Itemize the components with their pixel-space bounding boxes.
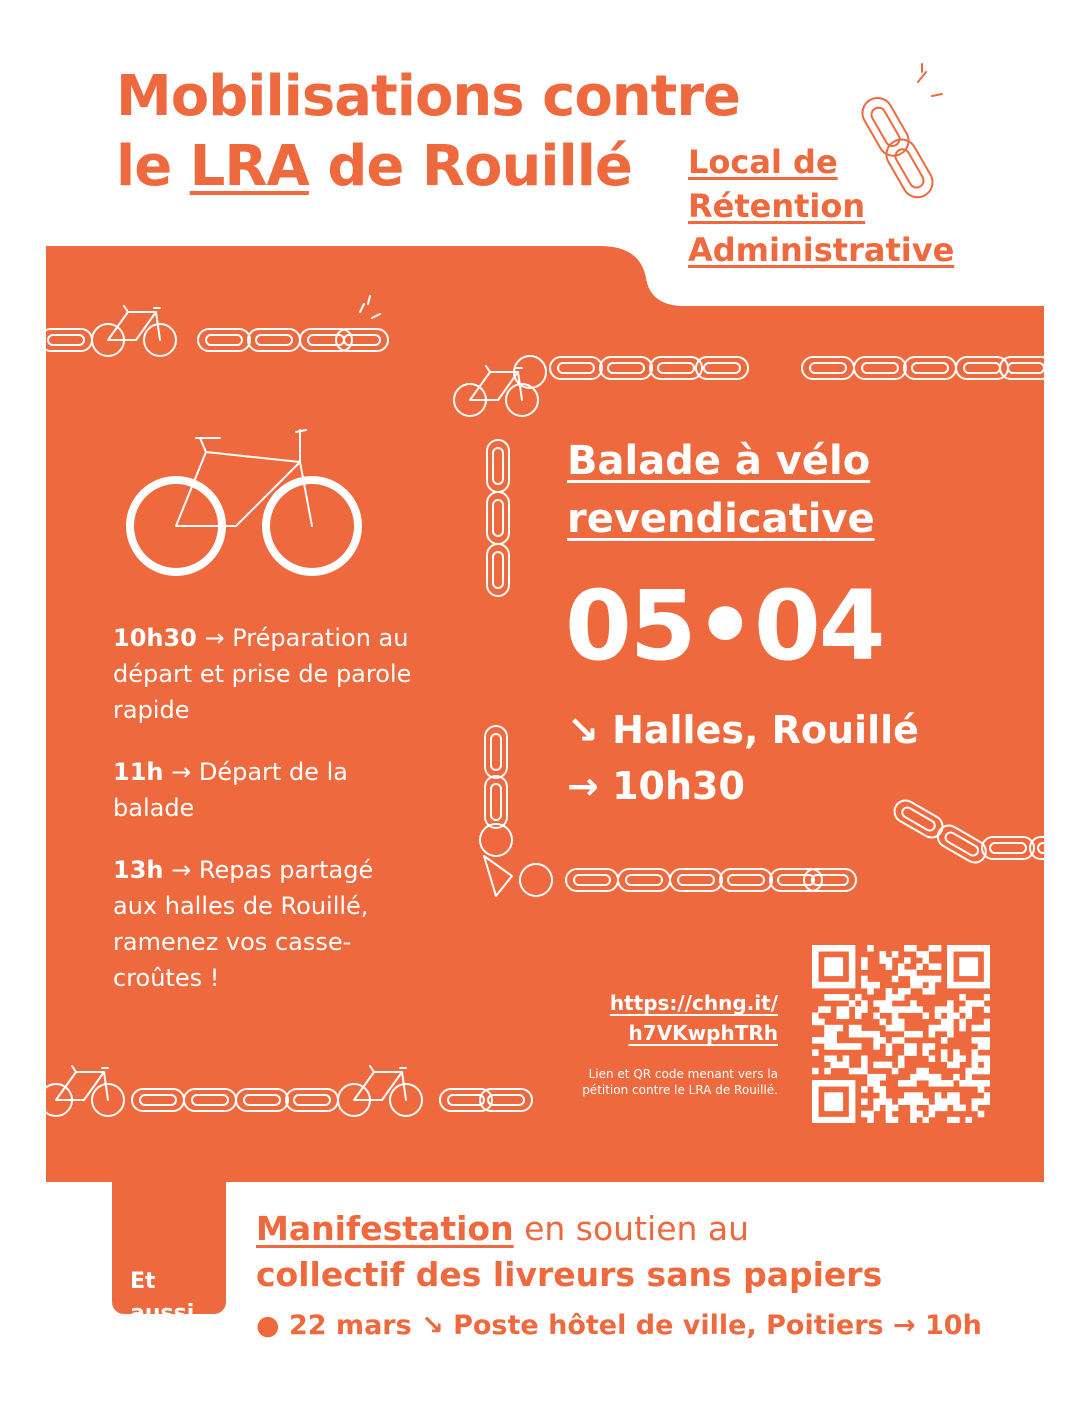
title-line-2-after: de Rouillé bbox=[308, 134, 632, 199]
chain-icon bbox=[40, 1066, 532, 1116]
also-label-line: aussi bbox=[130, 1301, 195, 1326]
schedule-item bbox=[113, 754, 423, 826]
title-line-1: Mobilisations contre bbox=[116, 64, 741, 129]
also-label bbox=[130, 1266, 194, 1330]
acronym-line: Local de bbox=[688, 143, 838, 181]
schedule-item bbox=[113, 620, 423, 728]
event-place: ↘ Halles, Rouillé bbox=[567, 708, 919, 752]
schedule-text: → Repas partagé aux halles de Rouillé, ramenez vos casse-croûtes ! bbox=[113, 856, 374, 992]
schedule-list bbox=[113, 620, 423, 1022]
event-date: 05•04 bbox=[565, 570, 884, 682]
acronym-line: Administrative bbox=[688, 231, 955, 269]
also-label-line: Et bbox=[130, 1269, 156, 1294]
event-title-line: Balade à vélo bbox=[567, 438, 871, 484]
qr-code[interactable] bbox=[812, 945, 990, 1123]
petition-caption: Lien et QR code menant vers la pétition contre le LRA de Rouillé. bbox=[582, 1067, 778, 1097]
page-title bbox=[116, 62, 740, 202]
event-title bbox=[567, 432, 875, 548]
petition-link[interactable] bbox=[610, 988, 778, 1048]
schedule-time: 10h30 bbox=[113, 624, 197, 652]
schedule-text: → Départ de la balade bbox=[113, 758, 348, 822]
manif-rest: en soutien au bbox=[513, 1209, 750, 1248]
chain-icon bbox=[40, 296, 388, 356]
schedule-item bbox=[113, 852, 423, 996]
schedule-time: 11h bbox=[113, 758, 164, 786]
manif-details: ● 22 mars ↘ Poste hôtel de ville, Poitiers → 10h bbox=[256, 1310, 982, 1341]
manif-line-2: collectif des livreurs sans papiers bbox=[256, 1255, 883, 1294]
petition-link-line[interactable]: https://chng.it/ bbox=[609, 991, 778, 1015]
title-acronym: LRA bbox=[189, 134, 309, 199]
schedule-time: 13h bbox=[113, 856, 164, 884]
acronym-meaning bbox=[688, 140, 954, 272]
manif-keyword: Manifestation bbox=[256, 1209, 514, 1248]
schedule-text: → Préparation au départ et prise de parole rapide bbox=[113, 624, 412, 724]
event-title-line: revendicative bbox=[567, 496, 875, 542]
acronym-line: Rétention bbox=[688, 187, 866, 225]
event-time: → 10h30 bbox=[567, 764, 745, 808]
bicycle-icon bbox=[130, 430, 358, 572]
manif-heading bbox=[256, 1206, 1056, 1298]
title-line-2-before: le bbox=[116, 134, 190, 199]
petition-link-line[interactable]: h7VKwphTRh bbox=[628, 1021, 778, 1045]
